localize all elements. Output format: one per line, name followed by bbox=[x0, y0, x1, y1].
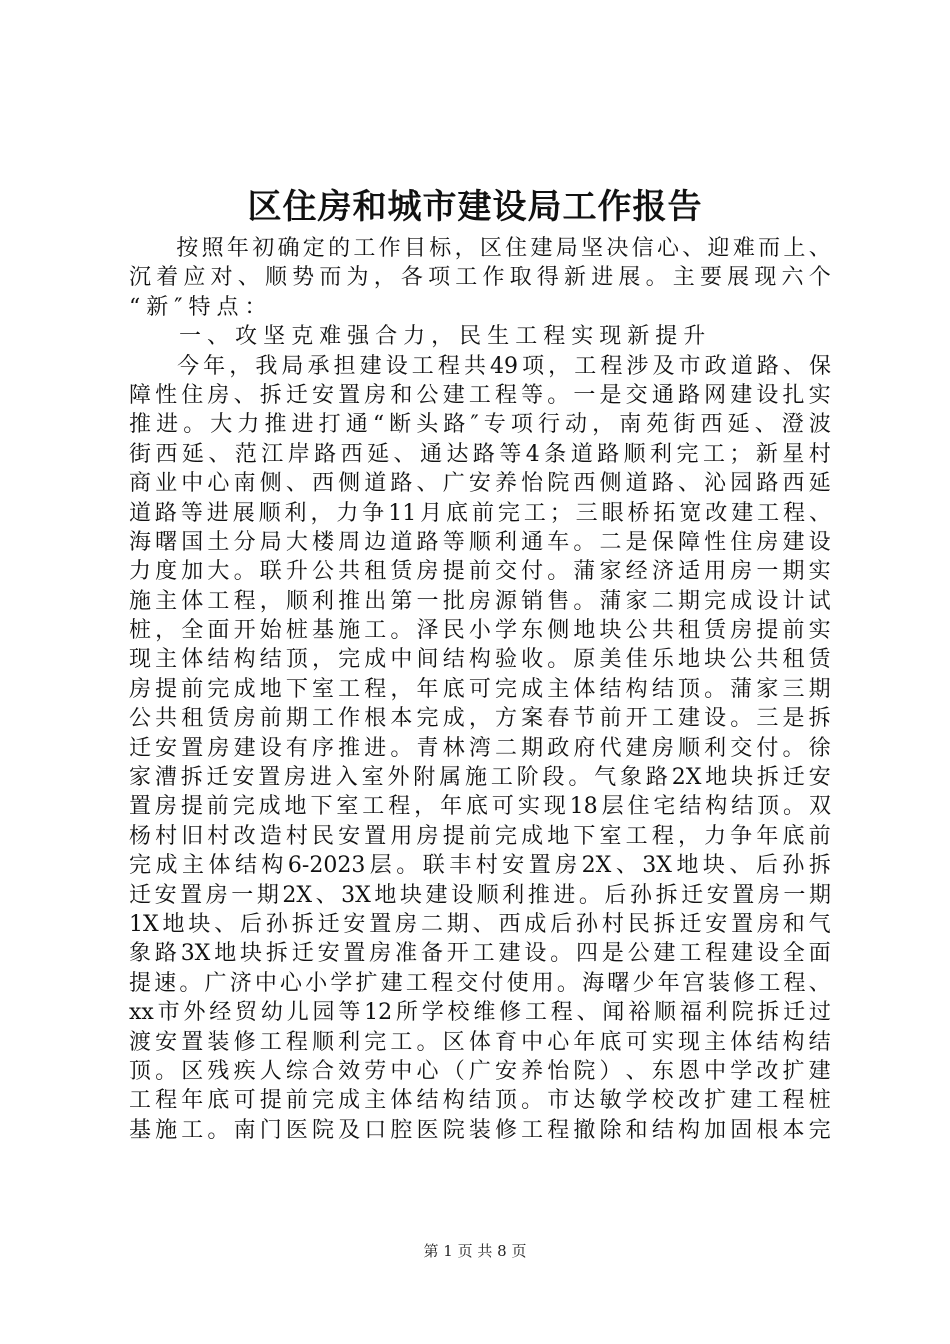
text-line: 提 速 。 广 济 中 心 小 学 扩 建 工 程 交 付 使 用 。 海 曙 少 年 宫 装 修 工 程 、 bbox=[129, 970, 831, 996]
text-line: 工 程 年 底 可 提 前 完 成 主 体 结 构 结 顶 。 市 达 敏 学 校 改 扩 建 工 程 桩 bbox=[129, 1088, 831, 1114]
text-line: 商 业 中 心 南 侧 、 西 侧 道 路 、 广 安 养 怡 院 西 侧 道 路 、 沁 园 路 西 延 bbox=[129, 471, 831, 497]
text-line: 街 西 延 、 范 江 岸 路 西 延 、 通 达 路 等 4 条 道 路 顺 利 完 工 ； 新 星 村 bbox=[129, 441, 831, 467]
text-line: 海 曙 国 土 分 局 大 楼 周 边 道 路 等 顺 利 通 车 。 二 是 保 障 性 住 房 建 设 bbox=[129, 529, 831, 555]
text-line: 障 性 住 房 、 拆 迁 安 置 房 和 公 建 工 程 等 。 一 是 交 通 路 网 建 设 扎 实 bbox=[129, 382, 831, 408]
text-line: 公 共 租 赁 房 前 期 工 作 根 本 完 成 ， 方 案 春 节 前 开 工 建 设 。 三 是 拆 bbox=[129, 706, 831, 732]
text-line: 桩 ， 全 面 开 始 桩 基 施 工 。 泽 民 小 学 东 侧 地 块 公 共 租 赁 房 提 前 实 bbox=[129, 618, 831, 644]
text-line: 家 漕 拆 迁 安 置 房 进 入 室 外 附 属 施 工 阶 段 。 气 象 路 2X 地 块 拆 迁 安 bbox=[129, 765, 831, 791]
text-line: xx 市 外 经 贸 幼 儿 园 等 12 所 学 校 维 修 工 程 、 闻 裕 顺 福 利 院 拆 迁 过 bbox=[129, 1000, 831, 1026]
text-line: 今 年 ， 我 局 承 担 建 设 工 程 共 49 项 ， 工 程 涉 及 市 政 道 路 、 保 bbox=[177, 353, 831, 379]
page-footer: 第 1 页 共 8 页 bbox=[423, 1242, 527, 1260]
text-line: 顶 。 区 残 疾 人 综 合 效 劳 中 心 （ 广 安 养 怡 院 ） 、 东 恩 中 学 改 扩 建 bbox=[129, 1058, 831, 1084]
text-line: 沉 着 应 对 、 顺 势 而 为 ， 各 项 工 作 取 得 新 进 展 。 主 要 展 现 六 个 bbox=[129, 265, 831, 291]
text-line: 杨 村 旧 村 改 造 村 民 安 置 用 房 提 前 完 成 地 下 室 工 程 ， 力 争 年 底 前 bbox=[129, 823, 831, 849]
text-line: 施 主 体 工 程 ， 顺 利 推 出 第 一 批 房 源 销 售 。 蒲 家 二 期 完 成 设 计 试 bbox=[129, 588, 831, 614]
text-line: 置 房 提 前 完 成 地 下 室 工 程 ， 年 底 可 实 现 18 层 住 宅 结 构 结 顶 。 双 bbox=[129, 794, 831, 820]
text-line: 迁 安 置 房 一 期 2X 、 3X 地 块 建 设 顺 利 推 进 。 后 孙 拆 迁 安 置 房 一 期 bbox=[129, 882, 831, 908]
text-line: 一 、 攻 坚 克 难 强 合 力 ， 民 生 工 程 实 现 新 提 升 bbox=[179, 324, 706, 350]
text-line: 房 提 前 完 成 地 下 室 工 程 ， 年 底 可 完 成 主 体 结 构 结 顶 。 蒲 家 三 期 bbox=[129, 676, 831, 702]
text-line: 迁 安 置 房 建 设 有 序 推 进 。 青 林 湾 二 期 政 府 代 建 房 顺 利 交 付 。 徐 bbox=[129, 735, 831, 761]
text-line: 推 进 。 大 力 推 进 打 通 “ 断 头 路 ″ 专 项 行 动 ， 南 苑 街 西 延 、 澄 波 bbox=[129, 412, 831, 438]
text-line: “ 新 ″ 特 点 ： bbox=[129, 294, 267, 320]
text-line: 现 主 体 结 构 结 顶 ， 完 成 中 间 结 构 验 收 。 原 美 佳 乐 地 块 公 共 租 赁 bbox=[129, 647, 831, 673]
text-line: 象 路 3X 地 块 拆 迁 安 置 房 准 备 开 工 建 设 。 四 是 公 建 工 程 建 设 全 面 bbox=[129, 941, 831, 967]
text-line: 完 成 主 体 结 构 6-2023 层 。 联 丰 村 安 置 房 2X 、 3X 地 块 、 后 孙 拆 bbox=[129, 853, 831, 879]
text-line: 基 施 工 。 南 门 医 院 及 口 腔 医 院 装 修 工 程 撤 除 和 结 构 加 固 根 本 完 bbox=[129, 1117, 831, 1143]
document-body bbox=[129, 234, 831, 1145]
text-line: 力 度 加 大 。 联 升 公 共 租 赁 房 提 前 交 付 。 蒲 家 经 济 适 用 房 一 期 实 bbox=[129, 559, 831, 585]
text-line: 按 照 年 初 确 定 的 工 作 目 标 ， 区 住 建 局 坚 决 信 心 、 迎 难 而 上 、 bbox=[176, 236, 831, 261]
text-line: 1X 地 块 、 后 孙 拆 迁 安 置 房 二 期 、 西 成 后 孙 村 民 拆 迁 安 置 房 和 气 bbox=[129, 911, 831, 937]
text-line: 渡 安 置 装 修 工 程 顺 利 完 工 。 区 体 育 中 心 年 底 可 实 现 主 体 结 构 结 bbox=[129, 1029, 831, 1055]
text-line: 道 路 等 进 展 顺 利 ， 力 争 11 月 底 前 完 工 ； 三 眼 桥 拓 宽 改 建 工 程 、 bbox=[129, 500, 831, 526]
document-title: 区住房和城市建设局工作报告 bbox=[247, 187, 703, 227]
